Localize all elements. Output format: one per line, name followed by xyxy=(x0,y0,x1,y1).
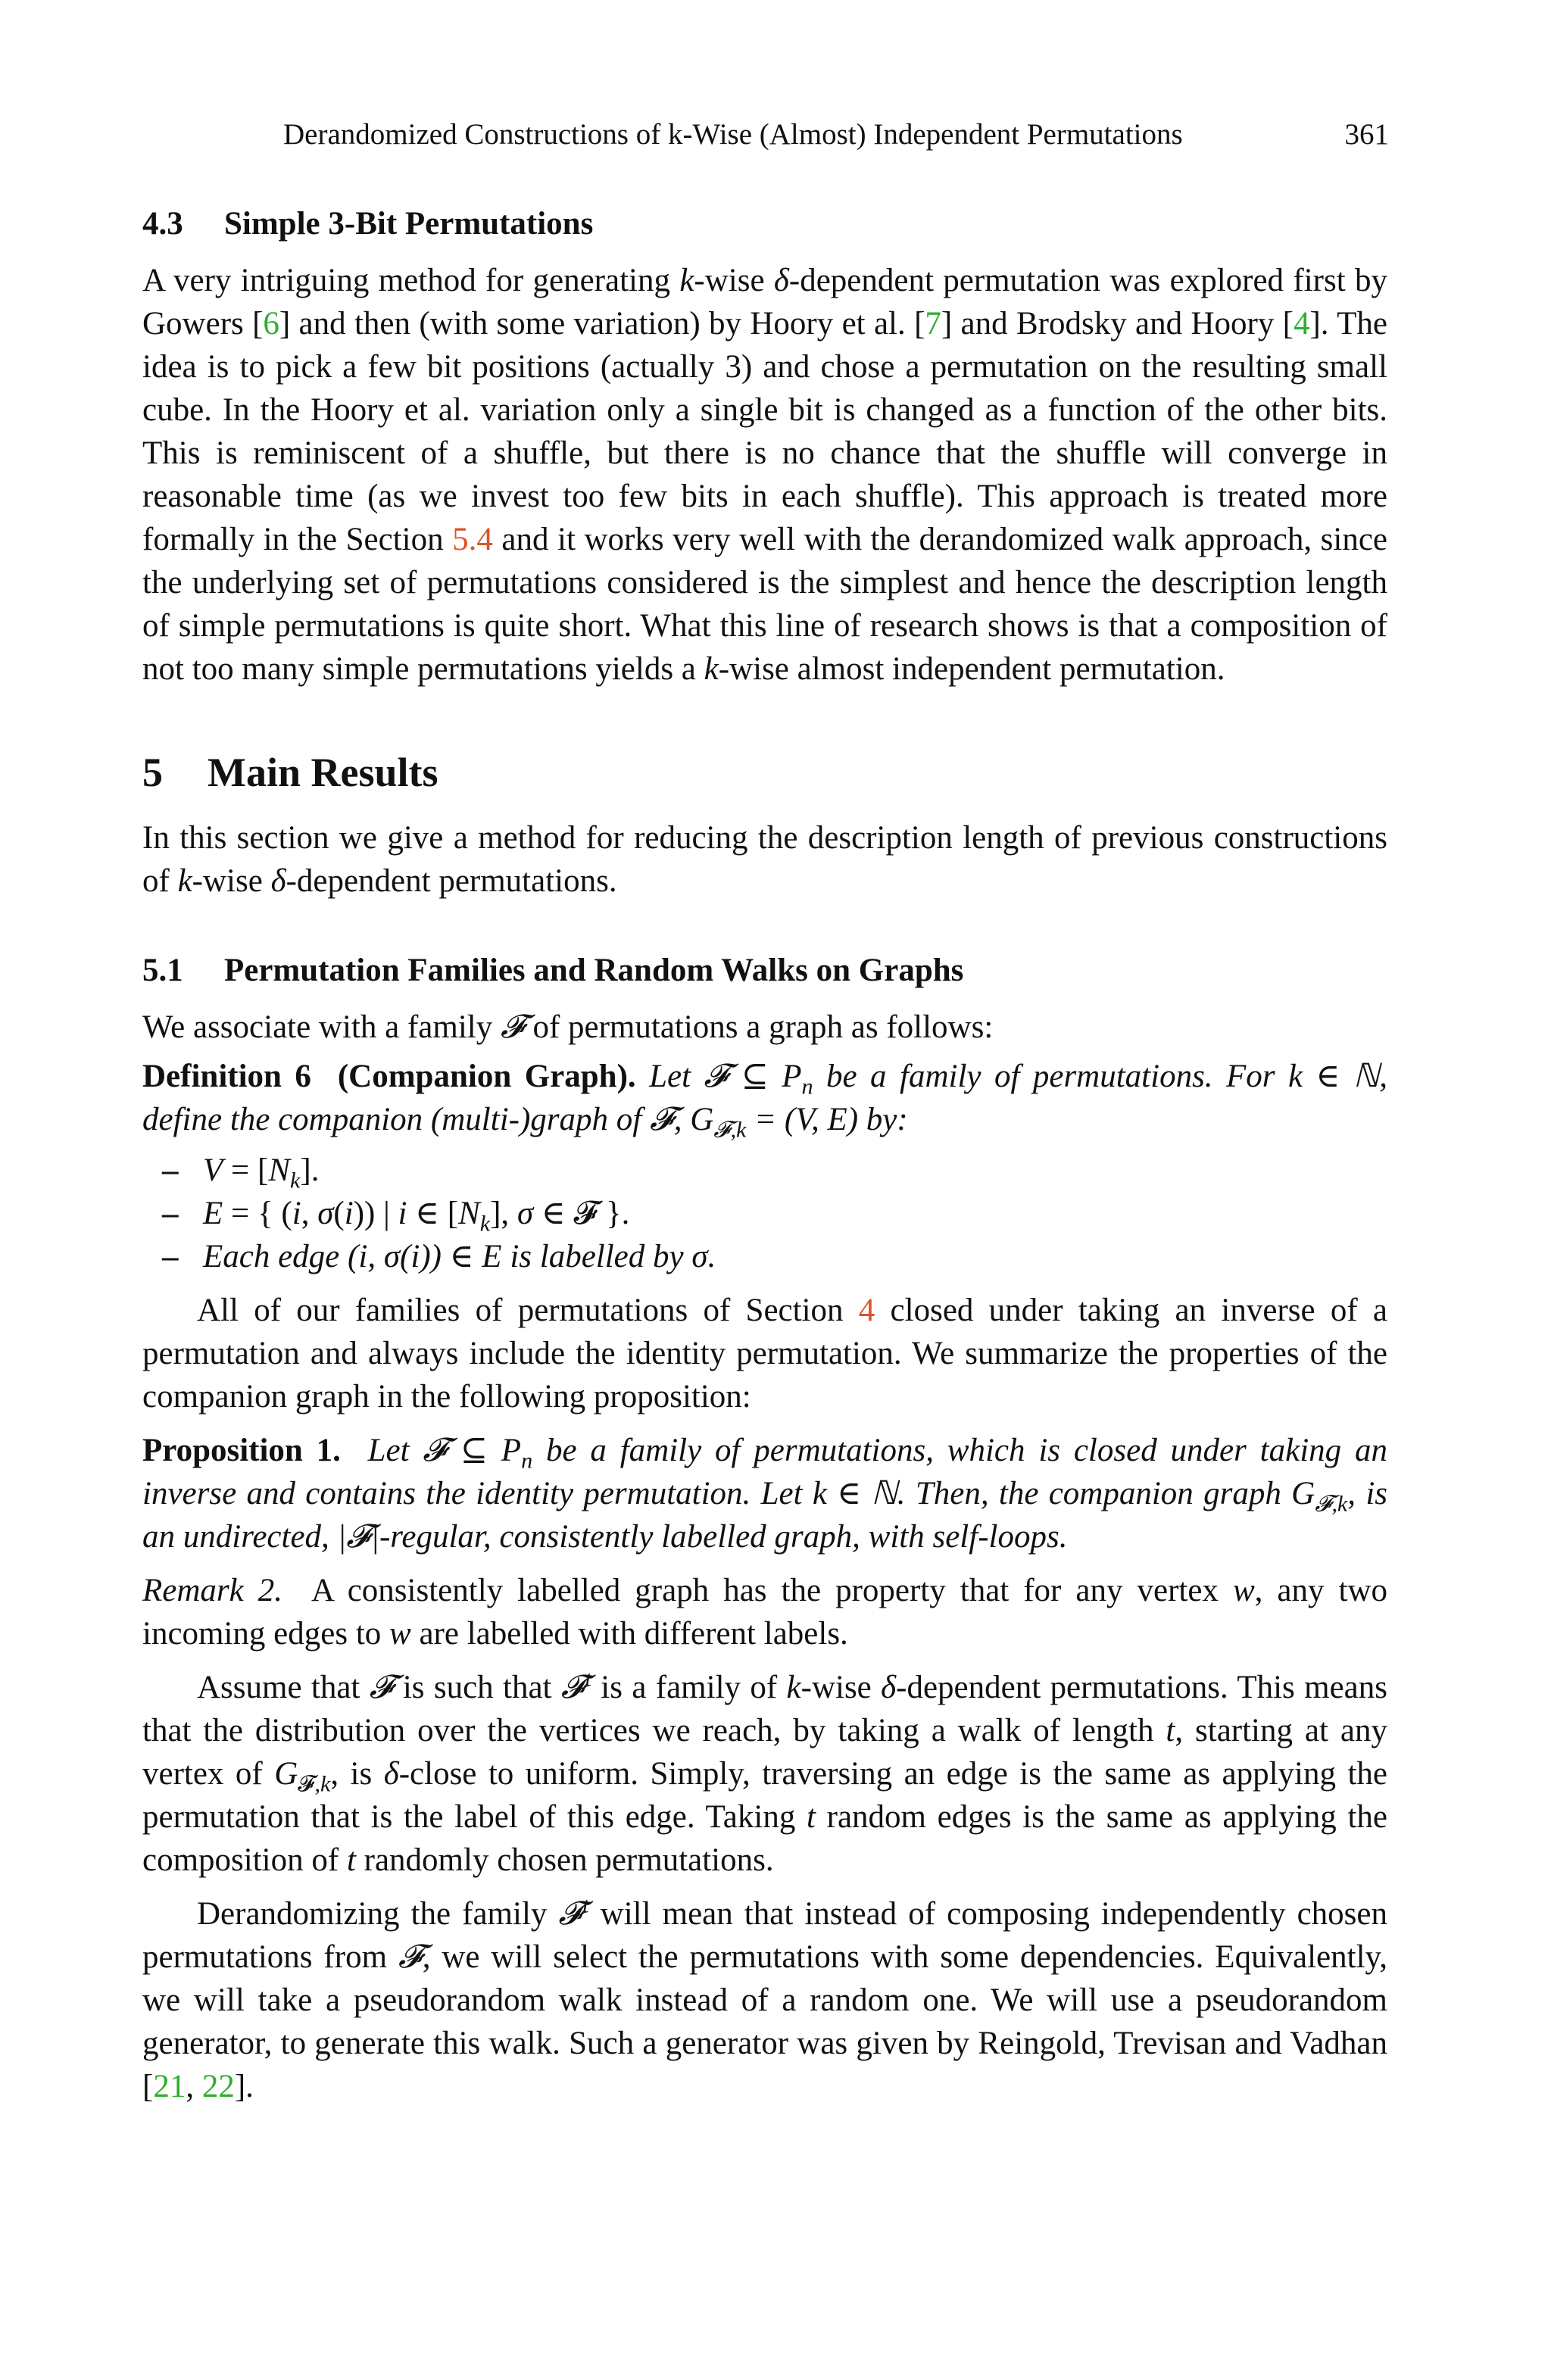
paragraph-simple-3bit: A very intriguing method for generating k-wise δ-dependent permutation was explored first by Gowers [6] and then (with some variation) by Hoory et al. [7] and Brodsky and Hoory [4]. The idea is to pick a few bit positions (actually 3) and chose a permutation on the resulting small cube. In the Hoory et al. variation only a single bit is changed as a function of the other bits. This is reminiscent of a shuffle, but there is no chance that the shuffle will converge in reasonable time (as we invest too few bits in each shuffle). This approach is treated more formally in the Section 5.4 and it works very well with the derandomized walk approach, since the underlying set of permutations considered is the simplest and hence the description length of simple permutations is quite short. What this line of research shows is that a composition of not too many simple permutations yields a k-wise almost independent permutation. xyxy=(142,263,1387,687)
subsection-heading-4-3 xyxy=(142,203,1387,245)
paragraph-family-intro: We associate with a family 𝓕 of permutations a graph as follows: xyxy=(142,1009,994,1045)
definition-label: Definition 6 xyxy=(142,1059,311,1094)
citation-link[interactable]: 7 xyxy=(925,306,941,342)
subsection-number: 4.3 xyxy=(142,206,183,242)
remark-label: Remark 2. xyxy=(142,1573,282,1608)
text-column xyxy=(142,203,1387,2108)
section-link[interactable]: 4 xyxy=(858,1293,875,1328)
list-item: – E = { (i, σ(i)) | i ∈ $[N_k]$, σ ∈ 𝓕 }. xyxy=(162,1192,1387,1235)
proposition-label: Proposition 1. xyxy=(142,1433,341,1468)
citation-link[interactable]: 21 xyxy=(153,2069,186,2104)
list-item: – $V = [N_k]$. xyxy=(162,1149,1387,1192)
definition-name: (Companion Graph). xyxy=(337,1059,636,1094)
paragraph-walk-assumption: Assume that 𝓕 is such that 𝓕$^t$ is a family of k-wise δ-dependent permutations. This means that the distribution over the vertices we reach, by taking a walk of length t, starting at any vertex of $G_{𝓕,k}$, is δ-close to uniform. Simply, traversing an edge is the same as applying the permutation that is the label of this edge. Taking t random edges is the same as applying the composition of t randomly chosen permutations. xyxy=(142,1665,1388,1878)
subsection-title: Permutation Families and Random Walks on Graphs xyxy=(224,953,964,988)
citation-link[interactable]: 22 xyxy=(201,2069,235,2104)
section-heading-5 xyxy=(142,748,1387,797)
subsection-heading-5-1 xyxy=(142,950,1387,992)
citation-link[interactable]: 4 xyxy=(1293,306,1310,342)
definition-list xyxy=(142,1149,1387,1278)
citation-link[interactable]: 6 xyxy=(263,306,279,342)
paragraph-main-results-intro: In this section we give a method for reducing the description length of previous constructions of k-wise δ-dependent permutations. xyxy=(142,820,1387,899)
paragraph-families-closed: All of our families of permutations of Section 4 closed under taking an inverse of a permutation and always include the identity permutation. We summarize the properties of the companion graph in the following proposition: xyxy=(142,1293,1387,1415)
subsection-title: Simple 3-Bit Permutations xyxy=(224,206,594,242)
running-title: Derandomized Constructions of k-Wise (Almost) Independent Permutations xyxy=(283,118,1183,151)
list-item: – Each edge (i, σ(i)) ∈ E is labelled by σ. xyxy=(162,1235,1387,1278)
subsection-number: 5.1 xyxy=(142,953,183,988)
remark-2: Remark 2. A consistently labelled graph has the property that for any vertex w, any two incoming edges to w are labelled with different labels. xyxy=(142,1573,1388,1652)
section-title: Main Results xyxy=(208,750,438,795)
definition-6: Definition 6 (Companion Graph). Let 𝓕 ⊆ $P_n$ be a family of permutations. For k ∈ ℕ, define the companion (multi-)graph of 𝓕, $G_{𝓕,k} = (V$, E) by: – $V = [N_k]$. – E = { (i, σ(i)) | i ∈ $[N_k]$, σ ∈ 𝓕 }. – Each edge (i, σ(i)) ∈ E is labelled by σ. xyxy=(142,1055,1387,1278)
section-link[interactable]: 5.4 xyxy=(452,522,493,557)
proposition-1: Proposition 1. Let 𝓕 ⊆ $P_n$ be a family of permutations, which is closed under taking an inverse and contains the identity permutation. Let k ∈ ℕ. Then, the companion graph $G_{𝓕,k}$, is an undirected, |𝓕|-regular, consistently labelled graph, with self-loops. xyxy=(142,1433,1388,1555)
page-number: 361 xyxy=(1344,118,1389,151)
paragraph-derandomizing: Derandomizing the family 𝓕$^t$ will mean that instead of composing independently chosen permutations from 𝓕, we will select the permutations with some dependencies. Equivalently, we will take a pseudorandom walk instead of a random one. We will use a pseudorandom generator, to generate this walk. Such a generator was given by Reingold, Trevisan and Vadhan [21, 22]. xyxy=(142,1892,1387,2104)
section-number: 5 xyxy=(142,750,163,795)
